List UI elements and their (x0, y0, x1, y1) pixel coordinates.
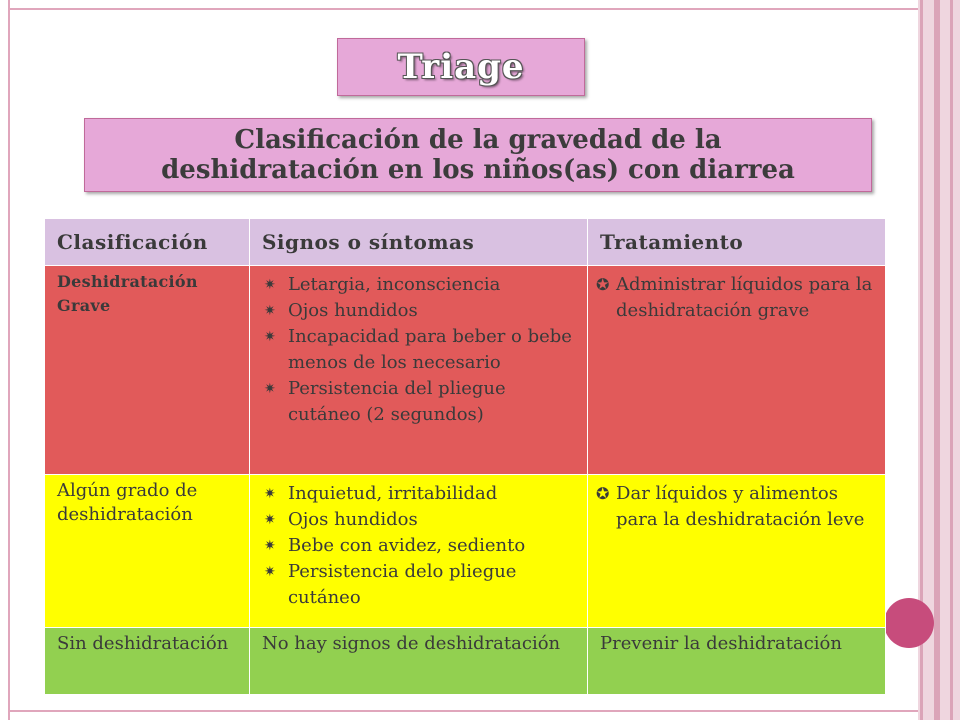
signs-text: No hay signos de deshidratación (261, 633, 561, 654)
asterisk-bullet-icon: ✷ (263, 381, 276, 397)
treatment-text: Administrar líquidos para la deshidratación grave (616, 274, 873, 321)
table-row-grave (45, 266, 886, 475)
sign-text: Incapacidad para beber o bebe menos de los necesario (287, 326, 572, 373)
signs-list (262, 272, 577, 428)
slide-title-box (337, 38, 585, 96)
star-circle-bullet-icon: ✪ (596, 275, 610, 294)
classification-text: Algún grado de deshidratación (57, 480, 198, 525)
cell-treatment (588, 475, 886, 628)
frame-left-line (8, 0, 10, 720)
list-item (262, 481, 577, 507)
frame-top-line (8, 8, 920, 10)
asterisk-bullet-icon: ✷ (263, 564, 276, 580)
asterisk-bullet-icon: ✷ (263, 486, 276, 502)
sign-text: Inquietud, irritabilidad (287, 483, 498, 504)
sign-text: Persistencia del pliegue cutáneo (2 segundos) (287, 378, 506, 425)
list-item (262, 559, 577, 611)
sign-text: Ojos hundidos (287, 300, 418, 321)
right-decor-line (934, 0, 940, 720)
signs-list (262, 481, 577, 611)
slide-title: Triage (397, 47, 525, 87)
subtitle-line-1: Clasificación de la gravedad de la (234, 125, 722, 155)
list-item (262, 324, 577, 376)
asterisk-bullet-icon: ✷ (263, 512, 276, 528)
asterisk-bullet-icon: ✷ (263, 538, 276, 554)
decor-circle (884, 598, 934, 648)
asterisk-bullet-icon: ✷ (263, 329, 276, 345)
right-decor-line (950, 0, 953, 720)
header-signos: Signos o síntomas (249, 219, 587, 266)
asterisk-bullet-icon: ✷ (263, 303, 276, 319)
treatment-item (596, 481, 875, 533)
treatment-text: Dar líquidos y alimentos para la deshidratación leve (616, 483, 865, 530)
cell-signs (249, 475, 587, 628)
header-clasificacion: Clasificación (45, 219, 250, 266)
cell-classification (45, 475, 250, 628)
list-item (262, 507, 577, 533)
frame-bottom-line (8, 710, 920, 712)
sign-text: Ojos hundidos (287, 509, 418, 530)
treatment-item (596, 272, 875, 324)
triage-table (44, 218, 886, 695)
list-item (262, 272, 577, 298)
sign-text: Bebe con avidez, sediento (287, 535, 526, 556)
cell-treatment (588, 628, 886, 695)
cell-classification (45, 266, 250, 475)
cell-signs (249, 628, 587, 695)
classification-text: Sin deshidratación (57, 633, 229, 654)
star-circle-bullet-icon: ✪ (596, 484, 610, 503)
cell-classification (45, 628, 250, 695)
sign-text: Letargia, inconsciencia (287, 274, 501, 295)
table-header-row (45, 219, 886, 266)
subtitle-line-2: deshidratación en los niños(as) con diarrea (161, 155, 795, 185)
asterisk-bullet-icon: ✷ (263, 277, 276, 293)
classification-text: Deshidratación Grave (57, 272, 198, 315)
table-row-sin (45, 628, 886, 695)
treatment-text: Prevenir la deshidratación (600, 633, 842, 654)
list-item (262, 298, 577, 324)
cell-treatment (588, 266, 886, 475)
table-row-algun (45, 475, 886, 628)
header-tratamiento: Tratamiento (588, 219, 886, 266)
slide-subtitle-box (84, 118, 872, 192)
list-item (262, 376, 577, 428)
sign-text: Persistencia delo pliegue cutáneo (287, 561, 517, 608)
cell-signs (249, 266, 587, 475)
list-item (262, 533, 577, 559)
